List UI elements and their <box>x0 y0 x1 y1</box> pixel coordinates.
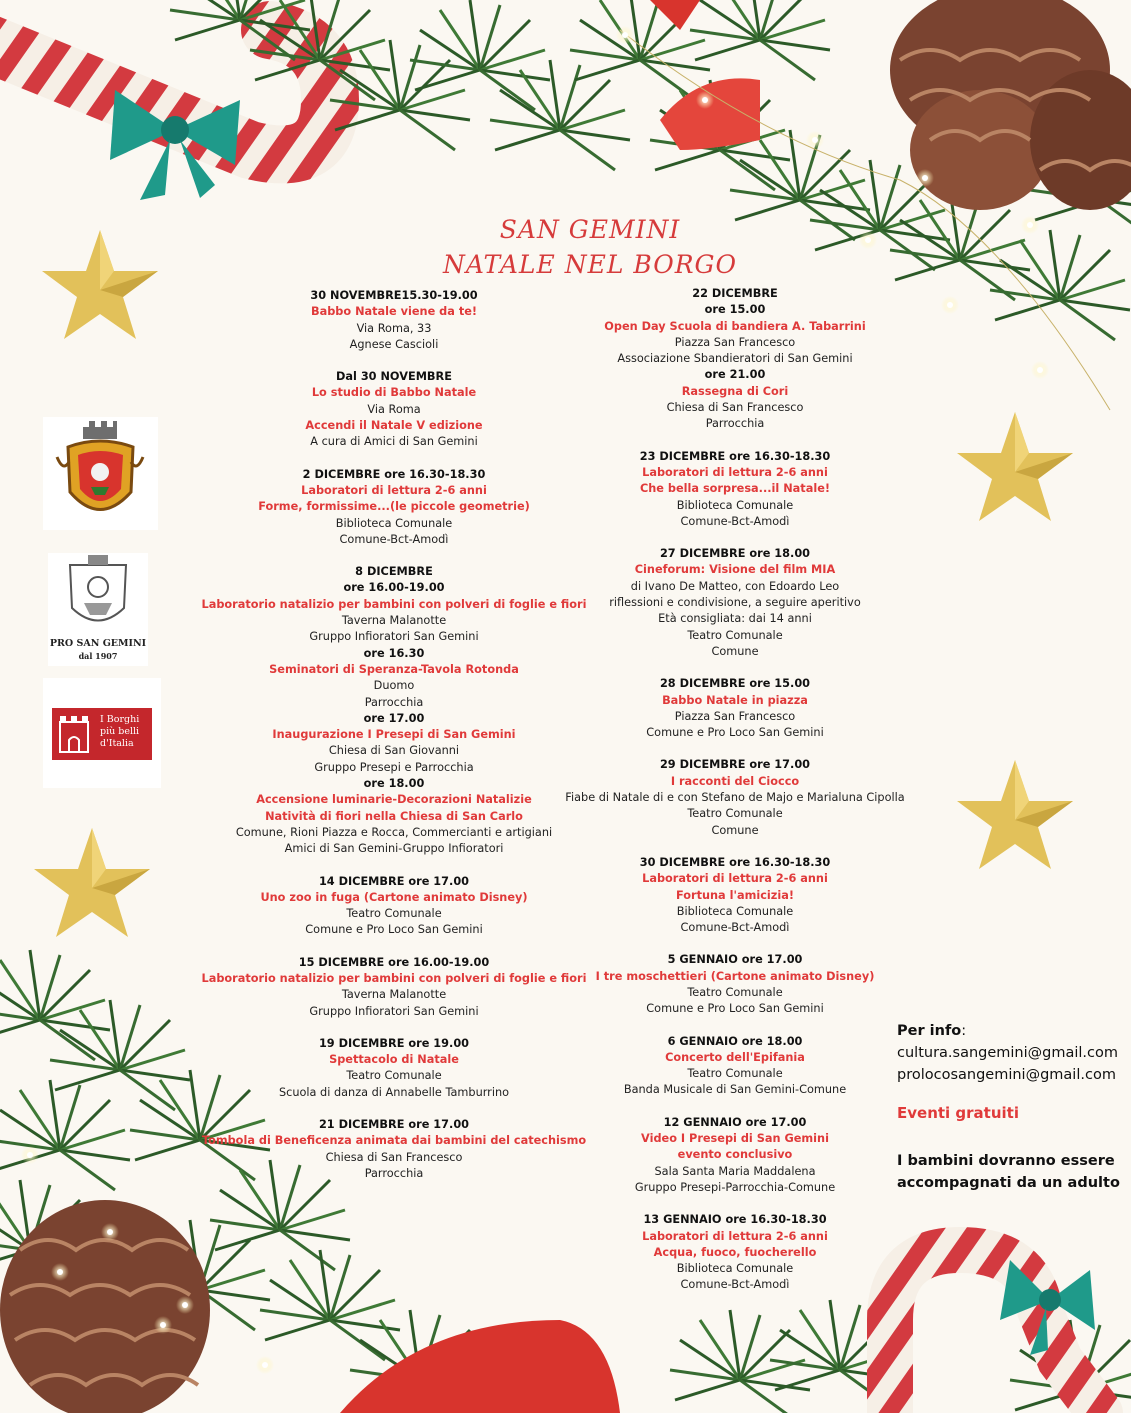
pro-loco-logo <box>48 553 148 666</box>
event-date: ore 18.00 <box>363 777 425 791</box>
event-detail: Chiesa di San Giovanni <box>328 744 460 758</box>
event-detail: Chiesa di San Francesco <box>666 401 804 415</box>
event-detail: Comune-Bct-Amodì <box>680 1278 790 1292</box>
event-detail: Biblioteca Comunale <box>676 1262 794 1276</box>
event-block <box>556 1115 914 1196</box>
event-title: Acqua, fuoco, fuocherello <box>653 1245 817 1259</box>
event-detail: Scuola di danza di Annabelle Tamburrino <box>278 1085 510 1099</box>
event-detail: Comune e Pro Loco San Gemini <box>646 1002 824 1016</box>
event-date: 15 DICEMBRE ore 16.00-19.00 <box>298 955 490 969</box>
event-block <box>200 874 588 939</box>
event-block <box>556 855 914 936</box>
event-detail: Comune <box>711 644 759 658</box>
title-line-1: SAN GEMINI <box>499 215 681 244</box>
event-detail: Sala Santa Maria Maddalena <box>654 1164 816 1178</box>
event-detail: Amici di San Gemini-Gruppo Infioratori <box>284 842 504 856</box>
event-detail: Teatro Comunale <box>346 907 442 921</box>
event-block <box>556 952 914 1017</box>
event-title: Rassegna di Cori <box>681 384 789 398</box>
comune-coat-of-arms-icon <box>43 417 158 530</box>
star-icon <box>42 230 158 339</box>
event-detail: Parrocchia <box>364 1166 424 1180</box>
borghi-castle-icon <box>52 708 96 760</box>
event-block <box>556 1034 914 1099</box>
event-block <box>556 1212 914 1293</box>
event-title: Open Day Scuola di bandiera A. Tabarrini <box>604 319 866 333</box>
event-block <box>200 369 588 450</box>
event-date: Dal 30 NOVEMBRE <box>336 370 452 384</box>
event-detail: riflessioni e condivisione, a seguire aperitivo <box>609 596 861 610</box>
event-detail: Età consigliata: dai 14 anni <box>658 612 812 626</box>
event-block <box>200 467 588 548</box>
event-date: 2 DICEMBRE ore 16.30-18.30 <box>302 467 486 481</box>
event-detail: Gruppo Infioratori San Gemini <box>309 630 479 644</box>
event-detail: Gruppo Infioratori San Gemini <box>309 1004 479 1018</box>
event-title: Laboratori di lettura 2-6 anni <box>301 483 487 497</box>
event-title: Concerto dell'Epifania <box>665 1050 805 1064</box>
event-title: Accensione luminarie-Decorazioni Natalizie <box>256 793 532 807</box>
event-date: 23 DICEMBRE ore 16.30-18.30 <box>639 449 831 463</box>
event-detail: A cura di Amici di San Gemini <box>310 435 478 449</box>
event-block <box>556 757 914 838</box>
poster-title <box>380 212 800 282</box>
event-detail: Agnese Cascioli <box>349 337 439 351</box>
event-detail: Gruppo Presepi-Parrocchia-Comune <box>634 1180 836 1194</box>
event-date: 30 DICEMBRE ore 16.30-18.30 <box>639 855 831 869</box>
event-date: 27 DICEMBRE ore 18.00 <box>659 547 811 561</box>
event-detail: Comune-Bct-Amodì <box>339 532 449 546</box>
event-title: Forme, formissime...(le piccole geometrie) <box>258 500 530 514</box>
event-detail: Fiabe di Natale di e con Stefano de Majo e Marialuna Cipolla <box>565 791 905 805</box>
star-icon <box>34 828 150 937</box>
event-detail: Associazione Sbandieratori di San Gemini <box>617 352 853 366</box>
comune-logo <box>43 417 158 530</box>
event-title: Accendi il Natale V edizione <box>305 419 483 433</box>
event-detail: di Ivano De Matteo, con Edoardo Leo <box>630 579 840 593</box>
event-date: 28 DICEMBRE ore 15.00 <box>659 677 811 691</box>
event-title: Babbo Natale in piazza <box>662 693 808 707</box>
pro-loco-text <box>48 637 148 663</box>
event-date: 29 DICEMBRE ore 17.00 <box>659 758 811 772</box>
info-block <box>897 1020 1129 1086</box>
event-detail: Parrocchia <box>364 695 424 709</box>
event-detail: Teatro Comunale <box>687 628 783 642</box>
event-detail: Teatro Comunale <box>687 1067 783 1081</box>
event-date: ore 21.00 <box>704 368 766 382</box>
borghi-badge <box>52 708 152 760</box>
event-detail: Teatro Comunale <box>346 1069 442 1083</box>
pro-loco-crest-icon <box>48 553 148 637</box>
event-title: Lo studio di Babbo Natale <box>311 386 477 400</box>
event-block <box>556 286 914 433</box>
pro-loco-since: dal 1907 <box>78 651 118 661</box>
event-title: Laboratori di lettura 2-6 anni <box>642 465 828 479</box>
event-block <box>200 564 588 857</box>
event-detail: Comune, Rioni Piazza e Rocca, Commercianti e artigiani <box>235 825 553 839</box>
event-title: Cineforum: Visione del film MIA <box>634 563 836 577</box>
event-detail: Via Roma, 33 <box>356 321 432 335</box>
event-detail: Parrocchia <box>705 417 765 431</box>
event-title: I racconti del Ciocco <box>670 774 800 788</box>
event-date: 5 GENNAIO ore 17.00 <box>667 953 803 967</box>
event-block <box>200 1036 588 1101</box>
title-line-2: NATALE NEL BORGO <box>442 250 737 279</box>
borghi-line-3: d'Italia <box>100 738 134 749</box>
event-detail: Taverna Malanotte <box>341 988 447 1002</box>
event-detail: Comune-Bct-Amodì <box>680 514 790 528</box>
event-date: ore 17.00 <box>363 711 425 725</box>
event-title: Laboratorio natalizio per bambini con polveri di foglie e fiori <box>201 971 587 985</box>
event-detail: Teatro Comunale <box>687 807 783 821</box>
event-detail: Banda Musicale di San Gemini-Comune <box>623 1083 847 1097</box>
event-title: Spettacolo di Natale <box>329 1053 459 1067</box>
event-date: 30 NOVEMBRE15.30-19.00 <box>310 289 478 302</box>
event-title: Fortuna l'amicizia! <box>675 888 795 902</box>
event-date: 19 DICEMBRE ore 19.00 <box>318 1036 470 1050</box>
borghi-text <box>100 714 139 750</box>
info-heading: Per info: <box>897 1023 967 1039</box>
event-title: Laboratorio natalizio per bambini con polveri di foglie e fiori <box>201 597 587 611</box>
event-title: Tombola di Beneficenza animata dai bambini del catechismo <box>201 1134 587 1148</box>
event-block <box>556 676 914 741</box>
star-icon <box>957 760 1073 869</box>
event-detail: Comune-Bct-Amodì <box>680 921 790 935</box>
event-title: Inaugurazione I Presepi di San Gemini <box>272 728 516 742</box>
events-column-right <box>556 286 914 1310</box>
event-detail: Biblioteca Comunale <box>676 498 794 512</box>
event-detail: Duomo <box>373 679 415 693</box>
event-title: evento conclusivo <box>677 1148 793 1162</box>
event-detail: Comune e Pro Loco San Gemini <box>646 726 824 740</box>
event-date: 8 DICEMBRE <box>355 565 433 579</box>
event-title: Laboratori di lettura 2-6 anni <box>642 872 828 886</box>
info-label: Per info <box>897 1023 962 1039</box>
event-block <box>200 955 588 1020</box>
event-date: 21 DICEMBRE ore 17.00 <box>318 1118 470 1132</box>
borghi-logo <box>43 678 161 788</box>
event-detail: Piazza San Francesco <box>674 709 796 723</box>
event-detail: Biblioteca Comunale <box>335 516 453 530</box>
event-date: 13 GENNAIO ore 16.30-18.30 <box>643 1213 827 1227</box>
borghi-line-1: I Borghi <box>100 714 140 725</box>
event-detail: Comune e Pro Loco San Gemini <box>305 923 483 937</box>
event-block <box>556 449 914 530</box>
event-date: 14 DICEMBRE ore 17.00 <box>318 874 470 888</box>
event-detail: Taverna Malanotte <box>341 614 447 628</box>
event-detail: Via Roma <box>367 402 421 416</box>
event-detail: Comune <box>711 823 759 837</box>
free-events-note: Eventi gratuiti <box>897 1104 1019 1122</box>
event-block <box>200 288 588 353</box>
event-date: ore 15.00 <box>704 303 766 317</box>
event-title: Seminatori di Speranza-Tavola Rotonda <box>269 662 519 676</box>
event-date: 12 GENNAIO ore 17.00 <box>663 1115 807 1129</box>
info-email-1[interactable]: cultura.sangemini@gmail.com <box>897 1045 1118 1061</box>
event-date: 6 GENNAIO ore 18.00 <box>667 1034 803 1048</box>
event-block <box>200 1117 588 1182</box>
event-title: Babbo Natale viene da te! <box>310 305 478 319</box>
event-title: Laboratori di lettura 2-6 anni <box>642 1229 828 1243</box>
event-date: ore 16.30 <box>363 646 425 660</box>
event-title: Video I Presepi di San Gemini <box>641 1132 829 1146</box>
event-detail: Biblioteca Comunale <box>676 904 794 918</box>
event-date: ore 16.00-19.00 <box>343 581 445 595</box>
info-email-2[interactable]: prolocosangemini@gmail.com <box>897 1067 1116 1083</box>
event-block <box>556 546 914 660</box>
pro-loco-name: PRO SAN GEMINI <box>49 638 147 649</box>
event-title: I tre moschettieri (Cartone animato Disney) <box>595 969 875 983</box>
event-title: Uno zoo in fuga (Cartone animato Disney) <box>260 890 528 904</box>
event-detail: Chiesa di San Francesco <box>325 1150 463 1164</box>
star-icon <box>957 412 1073 521</box>
event-title: Natività di fiori nella Chiesa di San Carlo <box>265 809 523 823</box>
event-detail: Piazza San Francesco <box>674 335 796 349</box>
borghi-line-2: più belli <box>100 726 140 737</box>
event-detail: Teatro Comunale <box>687 985 783 999</box>
event-title: Che bella sorpresa...il Natale! <box>639 482 831 496</box>
events-column-left <box>200 288 588 1198</box>
event-date: 22 DICEMBRE <box>692 287 778 300</box>
event-detail: Gruppo Presepi e Parrocchia <box>314 760 474 774</box>
kids-note: I bambini dovranno essere accompagnati da un adulto <box>897 1153 1120 1191</box>
